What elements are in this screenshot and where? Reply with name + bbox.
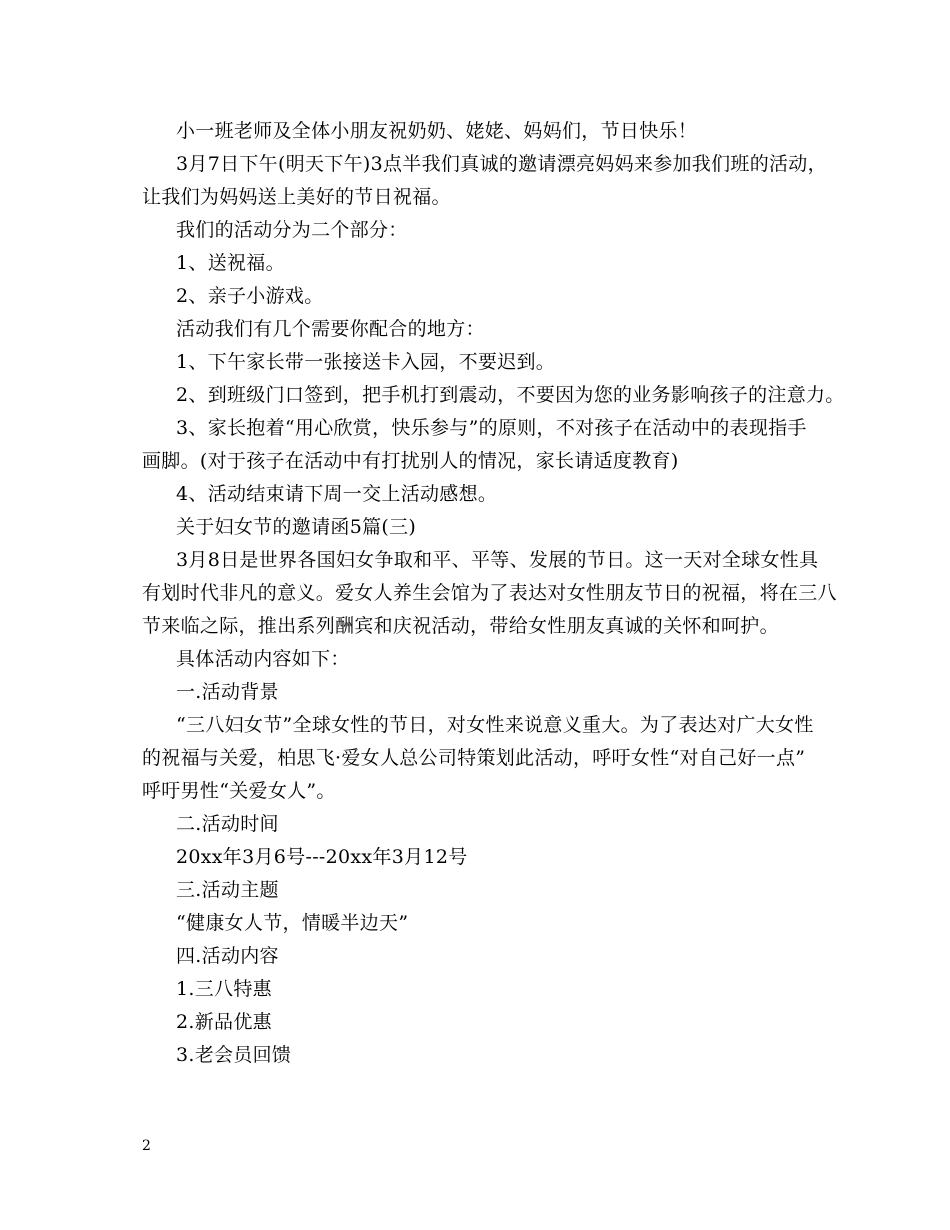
section-heading: 二.活动时间: [176, 813, 279, 835]
paragraph-line: 20xx年3月6号---20xx年3月12号: [176, 846, 468, 868]
page-number: 2: [142, 1138, 151, 1154]
paragraph-line: 我们的活动分为二个部分：: [176, 219, 408, 241]
paragraph-line: 有划时代非凡的意义。爱女人养生会馆为了表达对女性朋友节日的祝福，将在三八: [142, 582, 837, 604]
paragraph-line: 的祝福与关爱，柏思飞·爱女人总公司特策划此活动，呼吁女性“对自己好一点”: [142, 747, 806, 769]
paragraph-line: 具体活动内容如下：: [176, 648, 350, 670]
section-heading: 三.活动主题: [176, 879, 279, 901]
paragraph-line: 活动我们有几个需要你配合的地方：: [176, 318, 485, 340]
paragraph-line: 3月7日下午(明天下午)3点半我们真诚的邀请漂亮妈妈来参加我们班的活动，: [176, 153, 827, 175]
paragraph-line: 节来临之际，推出系列酬宾和庆祝活动，带给女性朋友真诚的关怀和呵护。: [142, 615, 779, 637]
list-item: 4、活动结束请下周一交上活动感想。: [176, 483, 498, 505]
paragraph-line: “健康女人节，情暖半边天”: [176, 912, 409, 934]
paragraph-line: 小一班老师及全体小朋友祝奶奶、姥姥、妈妈们，节日快乐！: [176, 120, 698, 142]
paragraph-line: 3月8日是世界各国妇女争取和平、平等、发展的节日。这一天对全球女性具: [176, 549, 819, 571]
list-item: 2、到班级门口签到，把手机打到震动，不要因为您的业务影响孩子的注意力。: [176, 384, 845, 406]
paragraph-line: 画脚。(对于孩子在活动中有打扰别人的情况，家长请适度教育): [142, 450, 679, 472]
paragraph-line: 让我们为妈妈送上美好的节日祝福。: [142, 186, 451, 208]
list-item: 3、家长抱着“用心欣赏，快乐参与”的原则，不对孩子在活动中的表现指手: [176, 417, 807, 439]
paragraph-line: “三八妇女节”全球女性的节日，对女性来说意义重大。为了表达对广大女性: [176, 714, 814, 736]
list-item: 1、送祝福。: [176, 252, 285, 274]
list-item: 1.三八特惠: [176, 978, 272, 1000]
paragraph-line: 呼吁男性“关爱女人”。: [142, 780, 336, 802]
list-item: 2.新品优惠: [176, 1011, 272, 1033]
section-title: 关于妇女节的邀请函5篇(三): [176, 516, 417, 538]
list-item: 3.老会员回馈: [176, 1044, 292, 1066]
section-heading: 一.活动背景: [176, 681, 279, 703]
list-item: 1、下午家长带一张接送卡入园，不要迟到。: [176, 351, 556, 373]
section-heading: 四.活动内容: [176, 945, 279, 967]
list-item: 2、亲子小游戏。: [176, 285, 324, 307]
